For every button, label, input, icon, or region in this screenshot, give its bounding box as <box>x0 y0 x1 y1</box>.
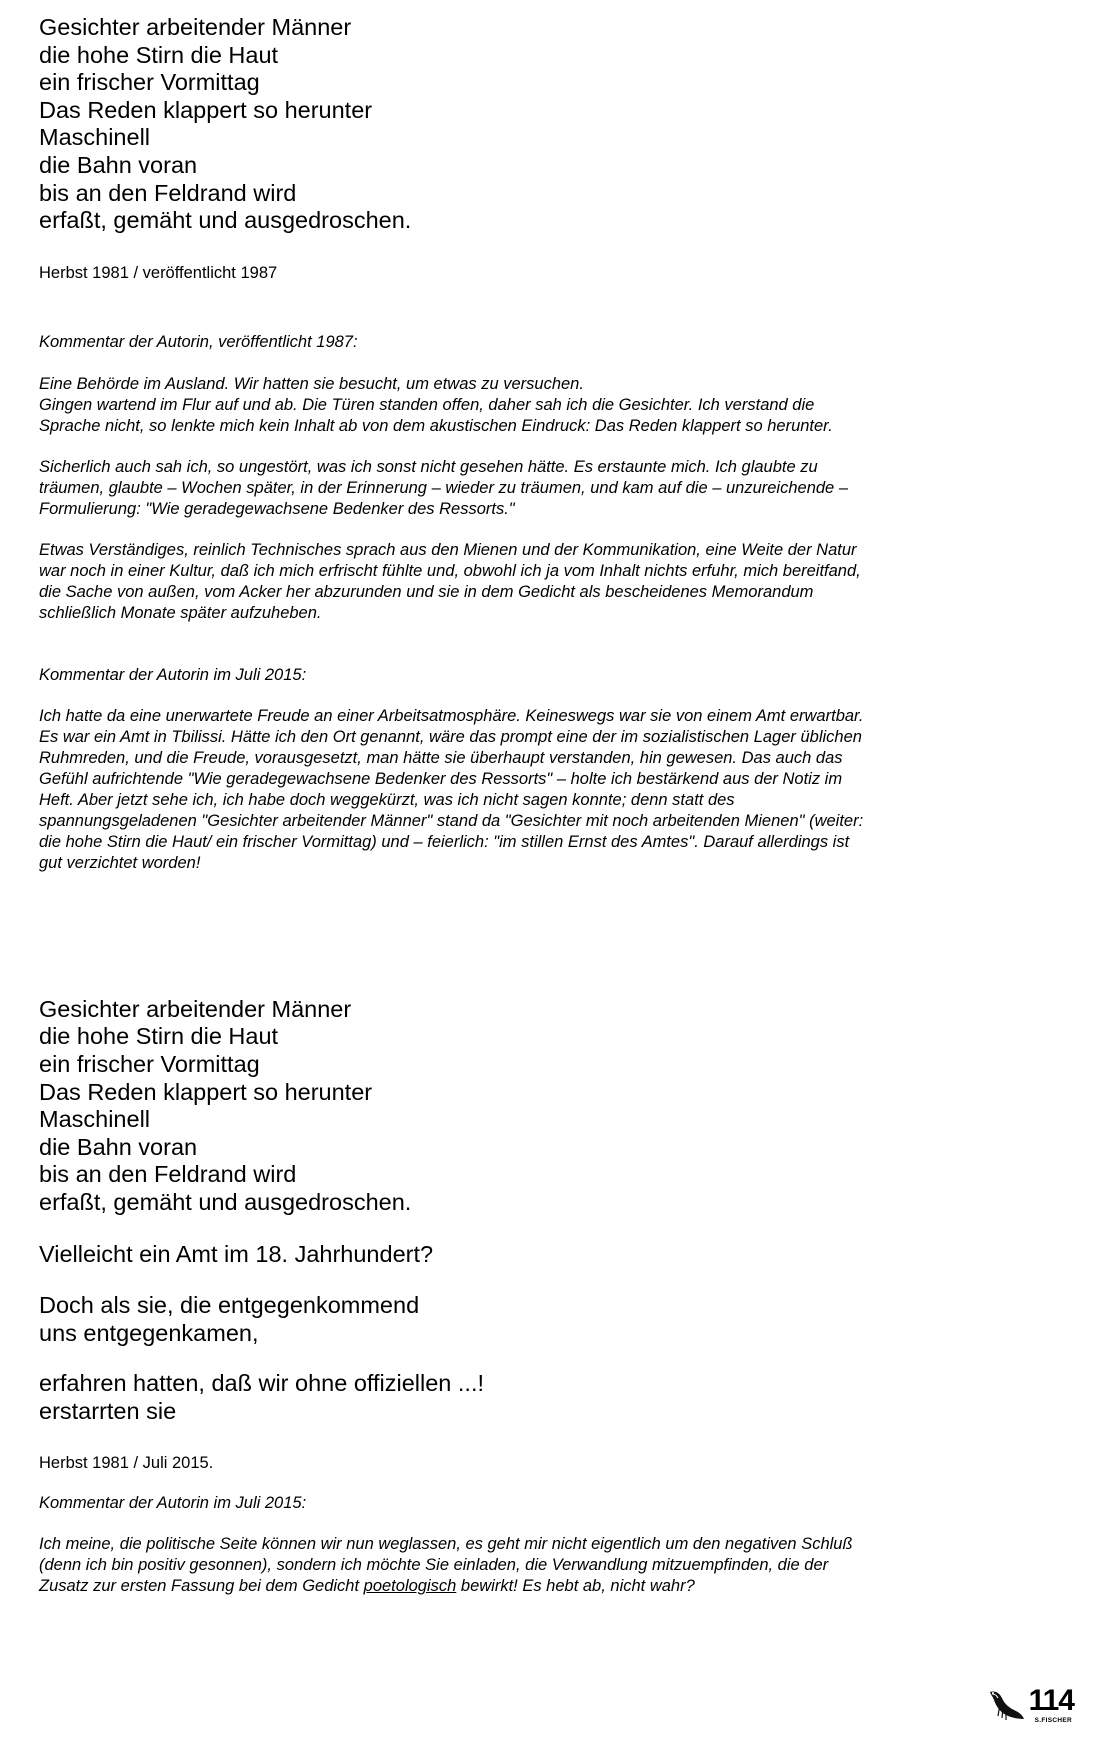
poem-line: erfaßt, gemäht und ausgedroschen. <box>39 1188 412 1215</box>
poetologisch-underlined: poetologisch <box>363 1577 457 1596</box>
comment-1987-paragraph-2 <box>39 457 1049 520</box>
comment-2015b-heading: Kommentar der Autorin im Juli 2015: <box>39 1494 307 1513</box>
poem-first-version <box>39 14 1049 235</box>
comment-2015b-paragraph <box>39 1534 1049 1597</box>
poem2-date: Herbst 1981 / Juli 2015. <box>39 1454 214 1473</box>
poem-line: bis an den Feldrand wird <box>39 179 297 206</box>
poem-line: uns entgegenkamen, <box>39 1319 259 1346</box>
comment-2015-paragraph <box>39 706 1049 874</box>
fischer-bird-icon <box>986 1686 1026 1726</box>
poem-line: ein frischer Vormittag <box>39 1050 260 1077</box>
comment-1987-paragraph-3 <box>39 540 1049 624</box>
poem1-date: Herbst 1981 / veröffentlicht 1987 <box>39 263 278 282</box>
text-line: (denn ich bin positiv gesonnen), sondern ich möchte Sie einladen, die Verwandlung mitzuempfinden, die der <box>39 1556 829 1575</box>
poem2-stanza-3 <box>39 1292 1049 1347</box>
text-line: Ich meine, die politische Seite können wir nun weglassen, es geht mir nicht eigentlich um den negativen Schluß <box>39 1535 853 1554</box>
poem-line: Vielleicht ein Amt im 18. Jahrhundert? <box>39 1240 434 1267</box>
text-line: träumen, glaubte – Wochen später, in der Erinnerung – wieder zu träumen, und kam auf die – unzureichende – <box>39 478 848 497</box>
poem-line: ein frischer Vormittag <box>39 69 260 96</box>
poem-line: Das Reden klappert so herunter <box>39 96 373 123</box>
text-line: Formulierung: "Wie geradegewachsene Bedenker des Ressorts." <box>39 499 515 518</box>
text-line: schließlich Monate später aufzuheben. <box>39 603 322 622</box>
text-line: Eine Behörde im Ausland. Wir hatten sie besucht, um etwas zu versuchen. <box>39 374 584 393</box>
poem-second-version <box>39 996 1049 1217</box>
poem-line: bis an den Feldrand wird <box>39 1161 297 1188</box>
poem2-stanza-4 <box>39 1370 1049 1425</box>
poem-line: erfaßt, gemäht und ausgedroschen. <box>39 207 412 234</box>
text-line: gut verzichtet worden! <box>39 853 201 872</box>
text-line: die hohe Stirn die Haut/ ein frischer Vormittag) und – feierlich: "im stillen Ernst des Amtes". Darauf allerdings ist <box>39 832 850 851</box>
poem2-stanza-2 <box>39 1241 1049 1269</box>
poem-line: erfahren hatten, daß wir ohne offiziellen ...! <box>39 1370 485 1397</box>
text-line: Sicherlich auch sah ich, so ungestört, was ich sonst nicht gesehen hätte. Es erstaunte mich. Ich glaubte zu <box>39 457 818 476</box>
poem-line: Gesichter arbeitender Männer <box>39 995 352 1022</box>
text-line: Heft. Aber jetzt sehe ich, ich habe doch weggekürzt, was ich nicht sagen konnte; denn statt des <box>39 790 735 809</box>
poem-line: die Bahn voran <box>39 1133 198 1160</box>
poem-line: Das Reden klappert so herunter <box>39 1078 373 1105</box>
poem-line: Maschinell <box>39 1106 151 1133</box>
poem-line: die Bahn voran <box>39 151 198 178</box>
text-line: die Sache von außen, vom Acker her abzurunden und sie in dem Gedicht als bescheidenes Memorandum <box>39 582 814 601</box>
poem-line: Gesichter arbeitender Männer <box>39 14 352 40</box>
poem-line: erstarrten sie <box>39 1397 177 1424</box>
page-content <box>39 14 1049 1597</box>
text-line: Sprache nicht, so lenkte mich kein Inhalt ab von dem akustischen Eindruck: Das Reden klappert so herunter. <box>39 416 833 435</box>
comment-1987-heading: Kommentar der Autorin, veröffentlicht 1987: <box>39 332 358 351</box>
text-line: war noch in einer Kultur, daß ich mich erfrischt fühlte und, obwohl ich ja vom Inhalt nichts erfuhr, mich bereitfand, <box>39 561 861 580</box>
footer-logo <box>986 1682 1074 1730</box>
poem-line: Maschinell <box>39 124 151 151</box>
poem-line: die hohe Stirn die Haut <box>39 41 279 68</box>
text-line: Ruhmreden, und die Freude, vorausgesetzt, man hätte sie überhaupt verstanden, hin gewesen. Das auch das <box>39 748 843 767</box>
text-line: Etwas Verständiges, reinlich Technisches sprach aus den Mienen und der Kommunikation, eine Weite der Natur <box>39 540 857 559</box>
text-segment: Zusatz zur ersten Fassung bei dem Gedicht <box>39 1577 364 1596</box>
poem-line: Doch als sie, die entgegenkommend <box>39 1292 420 1319</box>
poem-line: die hohe Stirn die Haut <box>39 1023 279 1050</box>
text-line: Es war ein Amt in Tbilissi. Hätte ich den Ort genannt, wäre das prompt eine der im sozialistischen Lager üblichen <box>39 727 862 746</box>
publisher-name: S.FISCHER <box>1034 1717 1072 1724</box>
comment-2015-heading: Kommentar der Autorin im Juli 2015: <box>39 665 307 684</box>
page-number: 114 <box>1028 1684 1074 1717</box>
comment-1987-paragraph-1 <box>39 374 1049 437</box>
text-line: Ich hatte da eine unerwartete Freude an einer Arbeitsatmosphäre. Keineswegs war sie von einem Amt erwartbar. <box>39 706 864 725</box>
text-line: Gefühl aufrichtende "Wie geradegewachsene Bedenker des Ressorts" – holte ich bestärkend aus der Notiz im <box>39 769 843 788</box>
text-line: spannungsgeladenen "Gesichter arbeitender Männer" stand da "Gesichter mit noch arbeitenden Mienen" (weiter: <box>39 811 864 830</box>
text-line <box>39 1576 1049 1597</box>
text-line: Gingen wartend im Flur auf und ab. Die Türen standen offen, daher sah ich die Gesichter. Ich verstand die <box>39 395 815 414</box>
text-segment: bewirkt! Es hebt ab, nicht wahr? <box>456 1577 695 1596</box>
